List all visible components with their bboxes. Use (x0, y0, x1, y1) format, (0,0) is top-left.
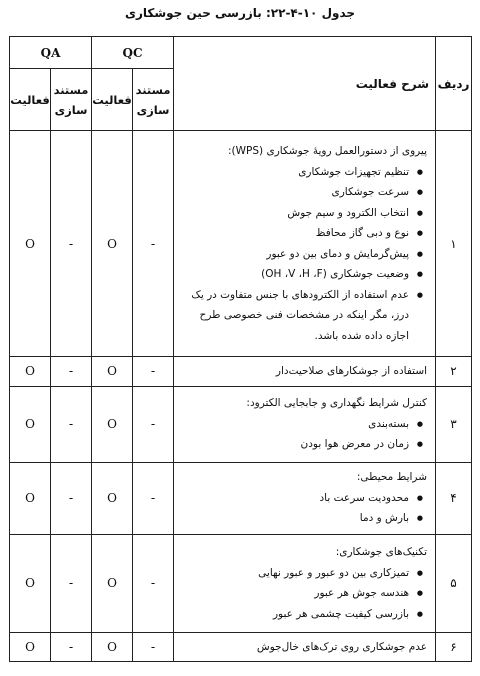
bullet-item: ● وضعیت جوشکاری (OH ،V ،H ،F) (178, 264, 427, 285)
inspection-table (9, 36, 472, 662)
row-number: ۵ (436, 534, 472, 632)
row-intro-text: استفاده از جوشکارهای صلاحیت‌دار (275, 365, 428, 377)
header-qc-activity: فعالیت (92, 69, 133, 131)
qc-activity-cell: O (92, 632, 133, 662)
bullet-list (178, 414, 427, 455)
qa-documentation-cell: - (51, 462, 92, 534)
qa-documentation-cell: - (51, 632, 92, 662)
bullet-item: ● نوع و دبی گاز محافظ (178, 223, 427, 244)
row-number: ۴ (436, 462, 472, 534)
table-row (10, 131, 472, 357)
table-body (10, 131, 472, 662)
bullet-item: ● زمان در معرض هوا بودن (178, 434, 427, 455)
row-number: ۱ (436, 131, 472, 357)
qa-activity-cell: O (10, 386, 51, 462)
table-row (10, 357, 472, 387)
qa-documentation-cell: - (51, 534, 92, 632)
row-description (174, 386, 436, 462)
qa-documentation-cell: - (51, 357, 92, 387)
qc-documentation-cell: - (133, 357, 174, 387)
qc-documentation-cell: - (133, 534, 174, 632)
table-row (10, 386, 472, 462)
bullet-item: ● پیش‌گرمایش و دمای بین دو عبور (178, 244, 427, 265)
row-intro-text: کنترل شرایط نگهداری و جابجایی الکترود: (246, 397, 428, 410)
bullet-item: ● بازرسی کیفیت چشمی هر عبور (178, 604, 427, 625)
bullet-item: ● بسته‌بندی (178, 414, 427, 435)
bullet-item: ● تنظیم تجهیزات جوشکاری (178, 162, 427, 183)
bullet-item: ● سرعت جوشکاری (178, 182, 427, 203)
header-qa: QA (10, 37, 92, 69)
row-intro-text: عدم جوشکاری روی ترک‌های خال‌جوش (256, 640, 428, 653)
row-description (174, 462, 436, 534)
qc-activity-cell: O (92, 131, 133, 357)
bullet-item: ● عدم استفاده از الکترودهای با جنس متفاوت در یک درز، مگر اینکه در مشخصات فنی خصوصی طرح اجازه داده شده باشد. (178, 285, 427, 347)
qc-documentation-cell: - (133, 632, 174, 662)
header-description: شرح فعالیت (174, 37, 436, 131)
row-number: ۶ (436, 632, 472, 662)
qc-activity-cell: O (92, 534, 133, 632)
row-description (174, 357, 436, 387)
qa-activity-cell: O (10, 462, 51, 534)
row-number: ۲ (436, 357, 472, 387)
qa-activity-cell: O (10, 357, 51, 387)
row-description (174, 534, 436, 632)
qa-activity-cell: O (10, 534, 51, 632)
row-description (174, 131, 436, 357)
qc-activity-cell: O (92, 462, 133, 534)
qa-documentation-cell: - (51, 131, 92, 357)
header-qa-activity: فعالیت (10, 69, 51, 131)
header-qc: QC (92, 37, 174, 69)
bullet-list (178, 488, 427, 529)
bullet-list (178, 162, 427, 347)
row-intro-text: پیروی از دستورالعمل رویهٔ جوشکاری (WPS): (228, 145, 428, 157)
table-row (10, 534, 472, 632)
bullet-item: ● محدودیت سرعت باد (178, 488, 427, 509)
header-radif: ردیف (436, 37, 472, 131)
qa-activity-cell: O (10, 131, 51, 357)
table-row (10, 632, 472, 662)
qa-documentation-cell: - (51, 386, 92, 462)
bullet-list (178, 563, 427, 625)
qa-activity-cell: O (10, 632, 51, 662)
qc-activity-cell: O (92, 386, 133, 462)
row-description (174, 632, 436, 662)
row-number: ۳ (436, 386, 472, 462)
header-qa-documentation: مستند سازی (51, 69, 92, 131)
bullet-item: ● انتخاب الکترود و سیم جوش (178, 203, 427, 224)
qc-documentation-cell: - (133, 131, 174, 357)
table-row (10, 462, 472, 534)
qc-documentation-cell: - (133, 462, 174, 534)
qc-documentation-cell: - (133, 386, 174, 462)
qc-activity-cell: O (92, 357, 133, 387)
row-intro-text: شرایط محیطی: (356, 471, 428, 484)
header-qc-documentation: مستند سازی (133, 69, 174, 131)
row-intro-text: تکنیک‌های جوشکاری: (335, 546, 428, 558)
bullet-item: ● بارش و دما (178, 508, 427, 529)
bullet-item: ● هندسه جوش هر عبور (178, 583, 427, 604)
bullet-item: ● تمیزکاری بین دو عبور و عبور نهایی (178, 563, 427, 584)
table-caption: جدول ۱۰-۴-۲۲: بازرسی حین جوشکاری (124, 6, 356, 20)
